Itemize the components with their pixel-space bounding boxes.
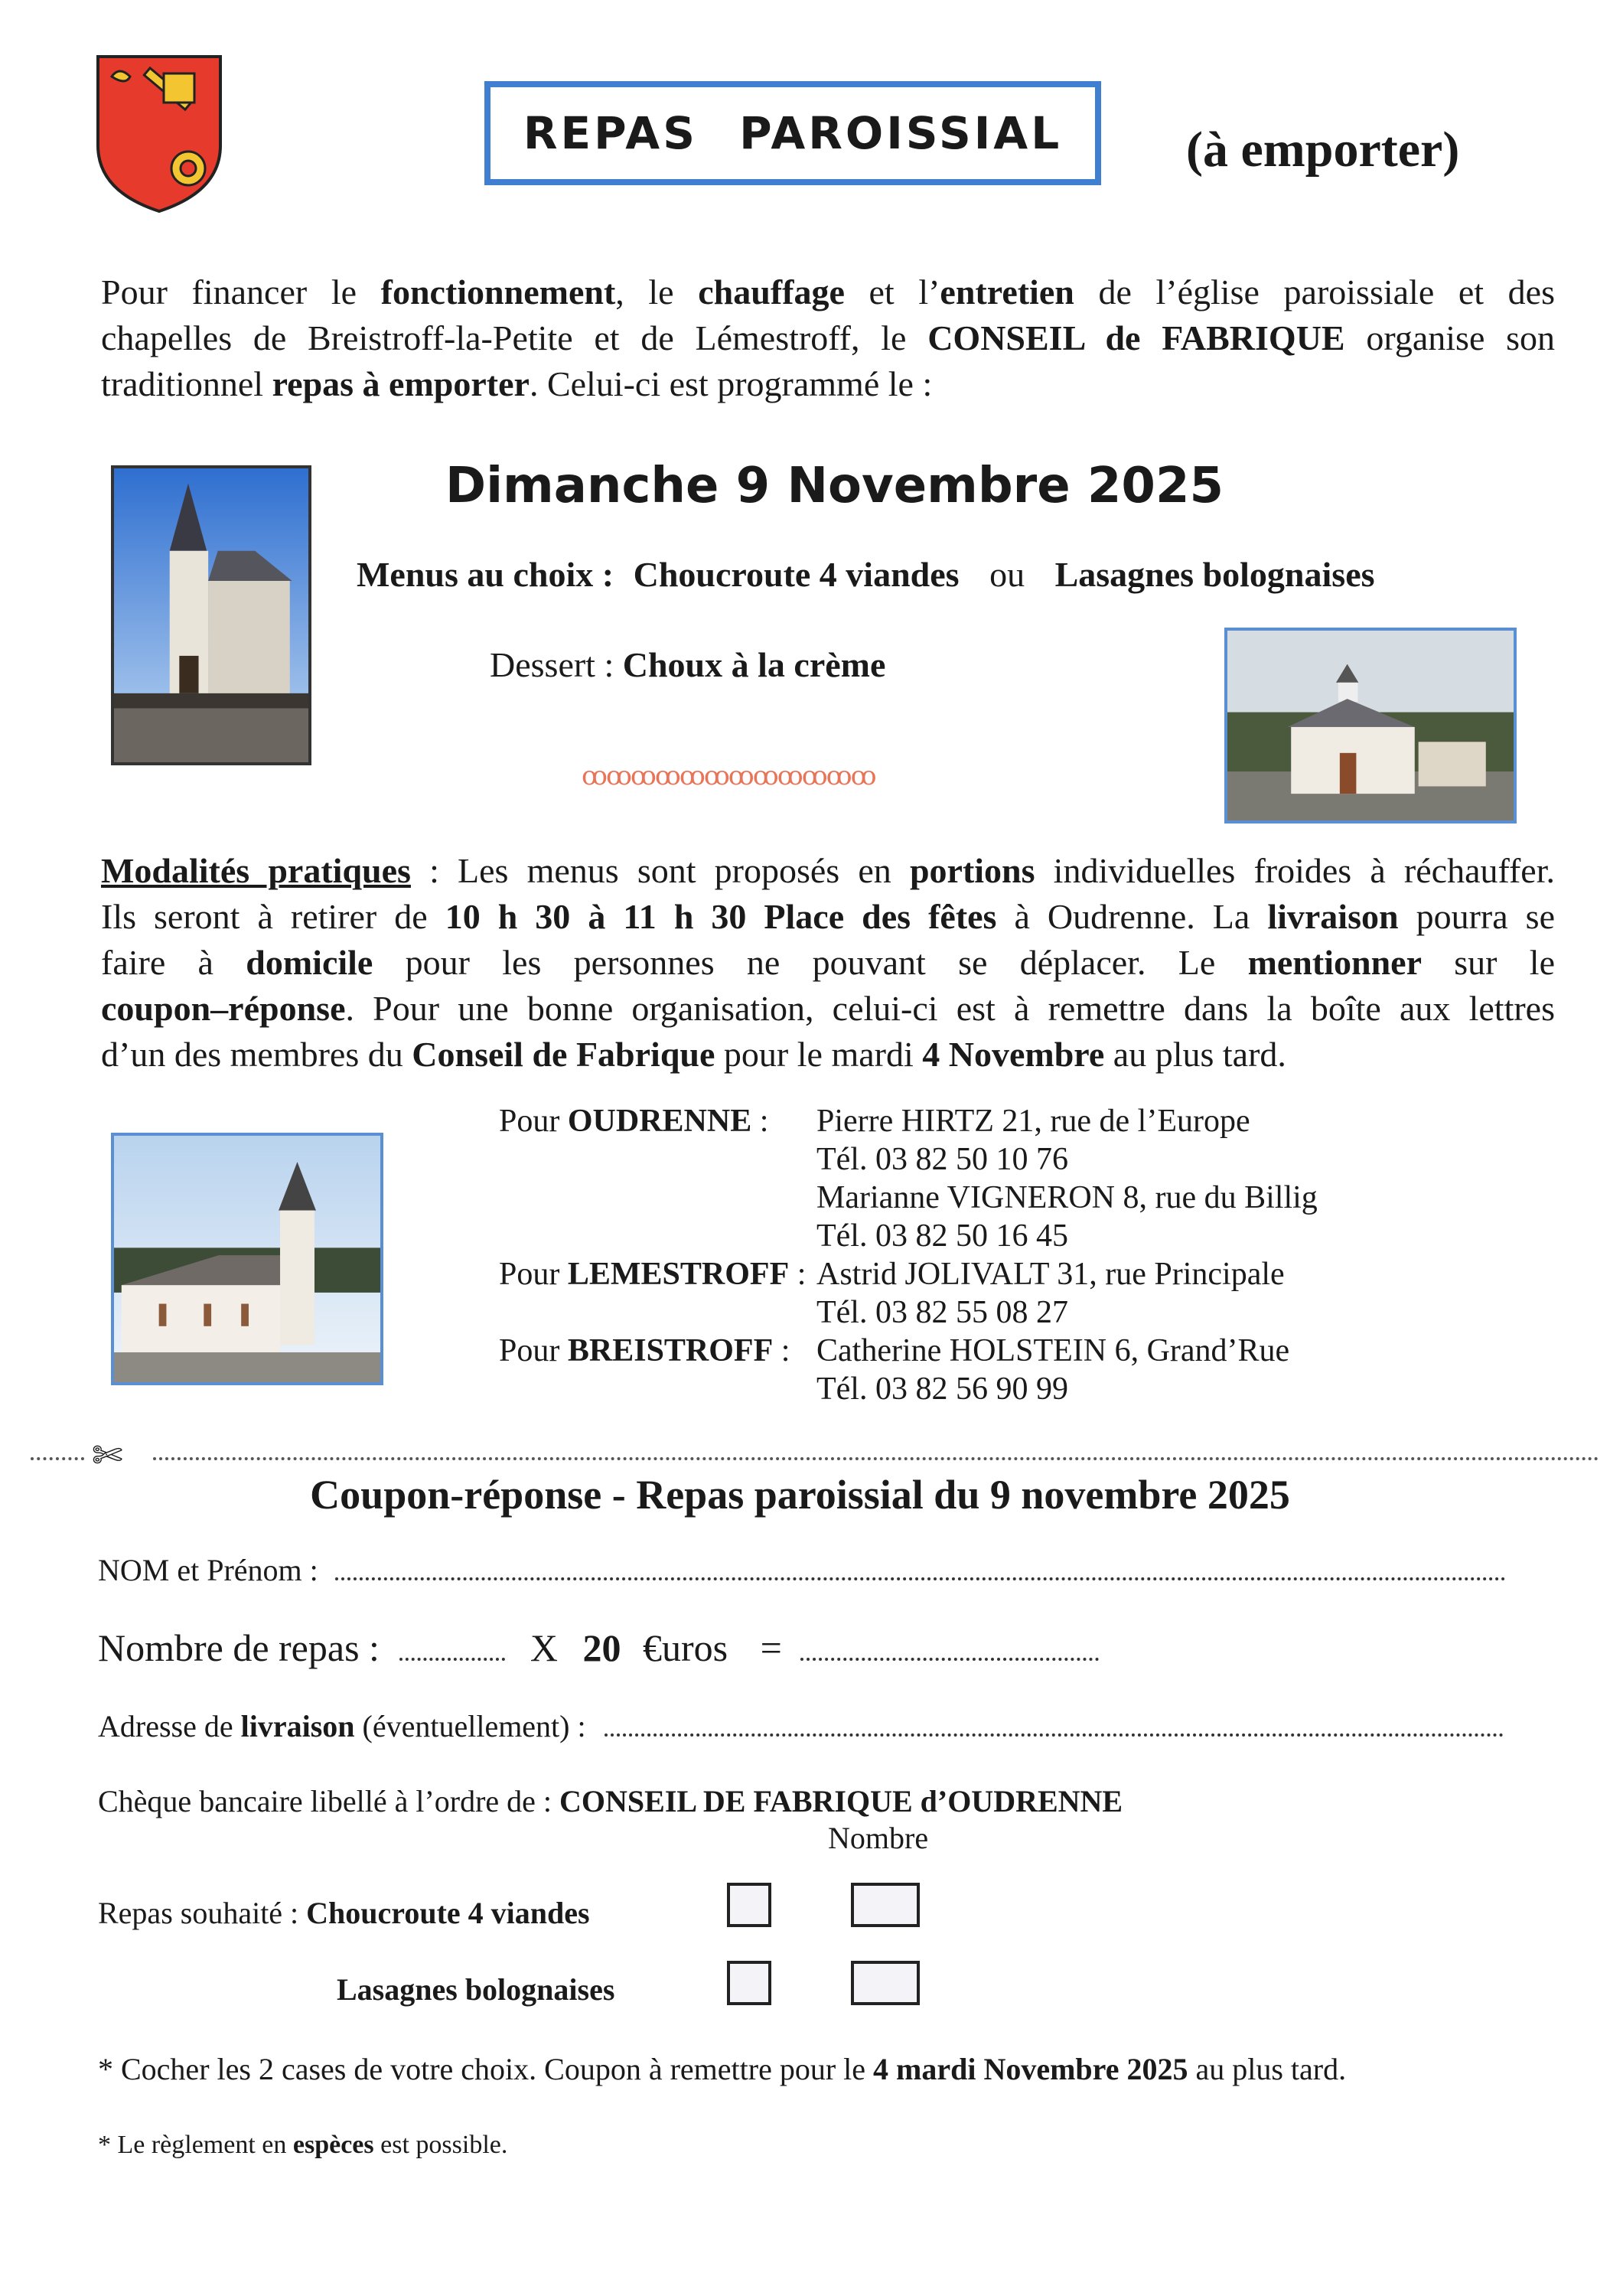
menu-or: ou (989, 555, 1025, 594)
name-field-row (98, 1552, 1506, 1588)
modalites-paragraph: Modalités pratiques : Les menus sont proposés en portions individuelles froides à réchauffer. Ils seront à retirer de 10 h 30 à 11 h 30 Place des fêtes à Oudrenne. La livraison pourra se faire à domicile pour les personnes ne pouvant se déplacer. Le mentionner sur le coupon–réponse. Pour une bonne organisation, celui-ci est à remettre dans la boîte aux lettres d’un des membres du Conseil de Fabrique pour le mardi 4 Novembre au plus tard. (101, 851, 1555, 1074)
menus-label: Menus au choix : (357, 555, 614, 594)
ornament-divider: ꝏꝏꝏꝏꝏꝏꝏꝏꝏꝏꝏꝏ (582, 762, 875, 791)
choice-2-label: Lasagnes bolognaises (337, 1972, 615, 2007)
event-date: Dimanche 9 Novembre 2025 (445, 458, 1224, 514)
menu-choices (357, 554, 1375, 595)
cheque-line: Chèque bancaire libellé à l’ordre de : CONSEIL DE FABRIQUE d’OUDRENNE (98, 1784, 1123, 1818)
chapel-photo-2 (111, 1133, 383, 1385)
note-payment: * Le règlement en espèces est possible. (98, 2131, 508, 2159)
meals-total-field[interactable] (800, 1655, 1099, 1661)
menu-option-2: Lasagnes bolognaises (1054, 555, 1375, 594)
choice-row-2 (337, 1971, 614, 2007)
note-checkboxes: * Cocher les 2 cases de votre choix. Coupon à remettre pour le 4 mardi Novembre 2025 au plus tard. (98, 2052, 1347, 2086)
choice-1-checkbox[interactable] (727, 1883, 771, 1927)
nombre-header: Nombre (828, 1821, 929, 1855)
choice-2-quantity-box[interactable] (851, 1961, 920, 2005)
delivery-address-row: Adresse de livraison (éventuellement) : (98, 1708, 1504, 1744)
scissors-icon: ✄ (92, 1436, 123, 1476)
meals-count-label: Nombre de repas : (98, 1626, 380, 1669)
page-title: REPAS PAROISSIAL (523, 107, 1063, 159)
name-field[interactable] (335, 1574, 1506, 1580)
choice-1-quantity-box[interactable] (851, 1883, 920, 1927)
meals-count-row: Nombre de repas : X 20 €uros = (98, 1626, 1099, 1670)
subtitle: (à emporter) (1186, 122, 1460, 178)
chapel-photo (1224, 628, 1517, 823)
meals-count-field[interactable] (399, 1655, 505, 1661)
choice-2-checkbox[interactable] (727, 1961, 771, 2005)
menu-option-1: Choucroute 4 viandes (633, 555, 960, 594)
coat-of-arms-logo (95, 54, 223, 214)
name-label: NOM et Prénom : (98, 1553, 318, 1587)
delivery-address-field[interactable] (605, 1730, 1504, 1737)
coupon-title: Coupon-réponse - Repas paroissial du 9 novembre 2025 (310, 1472, 1290, 1518)
choice-row-1: Repas souhaité : Choucroute 4 viandes (98, 1896, 590, 1930)
title-box (484, 81, 1101, 185)
intro-paragraph: Pour financer le fonctionnement, le chauffage et l’entretien de l’église paroissiale et des chapelles de Breistroff-la-Petite et de Lémestroff, le CONSEIL de FABRIQUE organise son traditionnel repas à emporter. Celui-ci est programmé le : (101, 272, 1556, 403)
dessert: Dessert : Choux à la crème (490, 645, 886, 684)
choice-1-label: Choucroute 4 viandes (306, 1896, 590, 1930)
cut-line (31, 1436, 1599, 1476)
